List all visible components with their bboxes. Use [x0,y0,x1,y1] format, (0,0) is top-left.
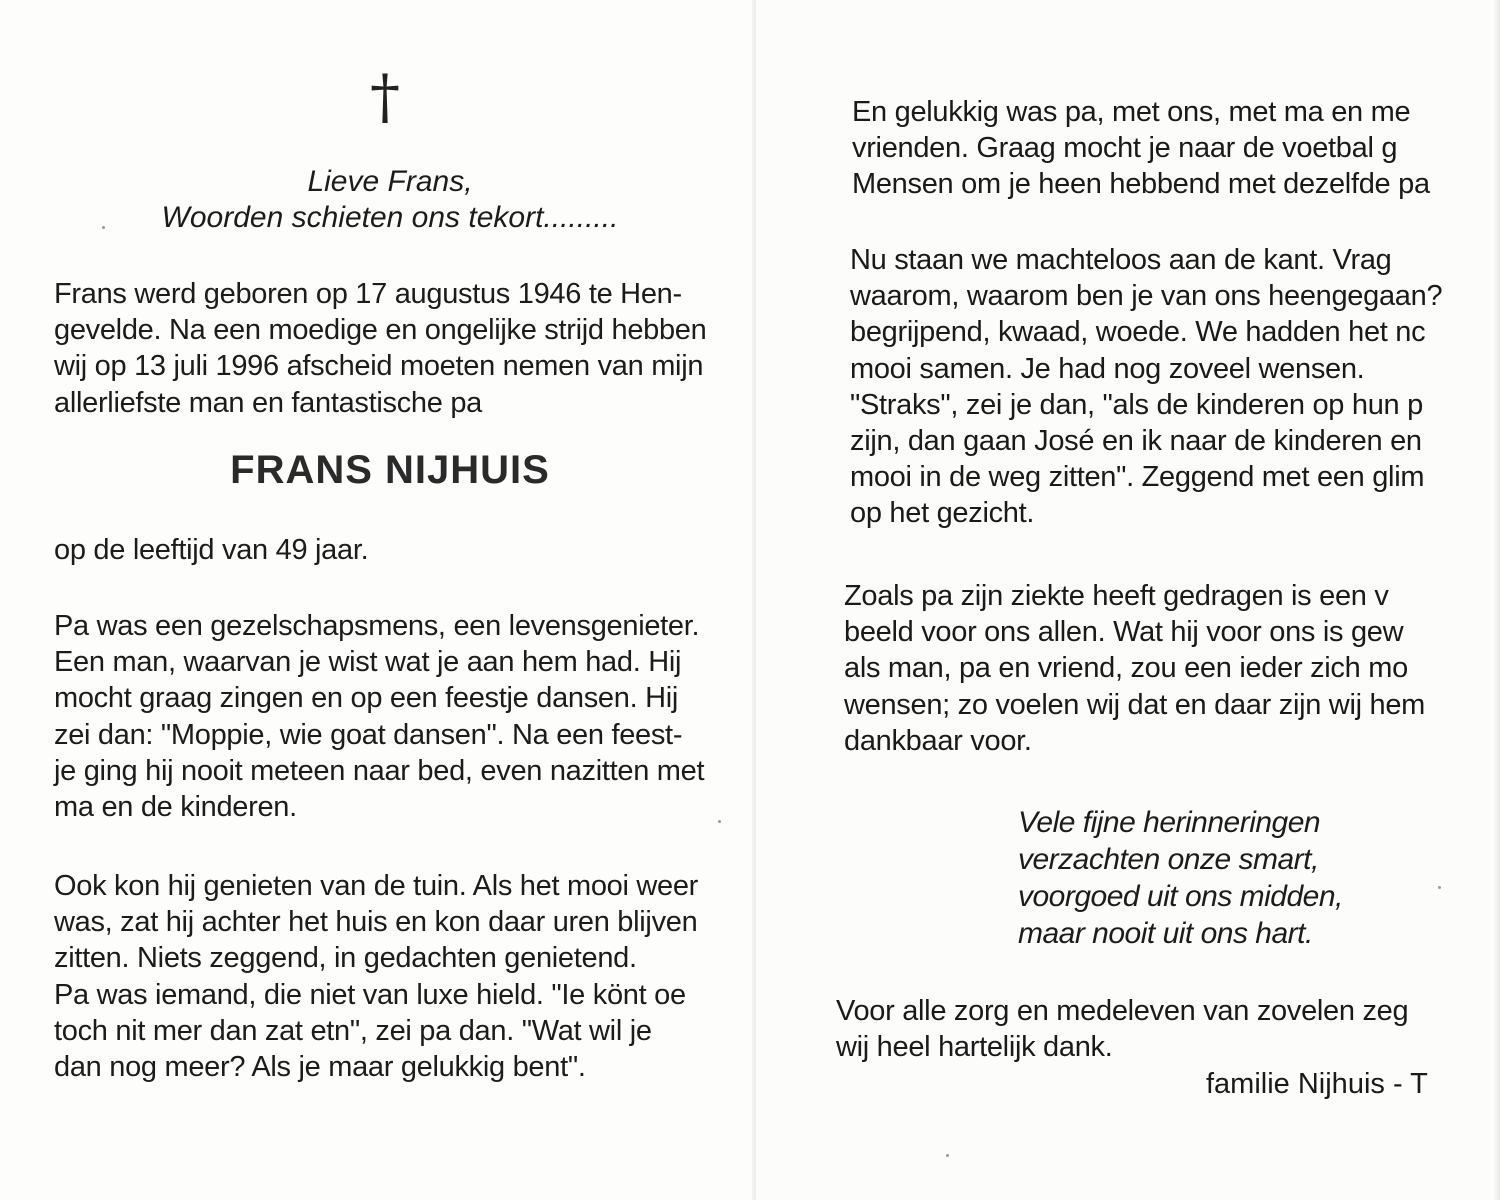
text-line: mooi in de weg zitten". Zeggend met een glim [850,461,1425,494]
scan-speck [102,226,105,229]
cross-icon: † [370,62,400,132]
scan-speck [946,1154,949,1157]
birth-death-paragraph [54,276,736,421]
text-line: mooi samen. Je had nog zoveel wensen. [850,352,1365,385]
text-line: zei dan: "Moppie, wie goat dansen". Na een feest- [54,718,683,751]
scan-speck [718,820,721,823]
poem-line: maar nooit uit ons hart. [1018,917,1313,950]
example-paragraph [844,578,1425,759]
loss-paragraph [850,242,1442,532]
text-line: als man, pa en vriend, zou een ieder zich mo [844,652,1408,685]
text-line: Frans werd geboren op 17 augustus 1946 te Hen- [54,278,682,310]
text-line: Voor alle zorg en medeleven van zovelen zeg [836,995,1409,1027]
scan-edge [1492,0,1500,1200]
text-line: mocht graag zingen en op een feestje dansen. Hij [54,682,679,715]
age-line [54,532,736,568]
text-line: wij heel hartelijk dank. [836,1031,1113,1064]
family-signature: familie Nijhuis - T [1206,1068,1428,1100]
deceased-name: FRANS NIJHUIS [230,448,550,492]
poem-line: Vele fijne herinneringen [1018,806,1321,839]
text-line: Mensen om je heen hebbend met dezelfde pa [852,168,1430,201]
scan-speck [1438,886,1441,889]
text-line: dan nog meer? Als je maar gelukkig bent". [54,1051,586,1084]
garden-paragraph [54,868,736,1085]
text-line: zitten. Niets zeggend, in gedachten genietend. [54,942,637,975]
personality-paragraph [54,608,736,825]
text-line: toch nit mer dan zat etn", zei pa dan. "Wat wil je [54,1014,652,1047]
text-line: Een man, waarvan je wist wat je aan hem had. Hij [54,646,682,679]
text-line: op de leeftijd van 49 jaar. [54,534,369,566]
memorial-poem [1018,804,1343,952]
text-line: wij op 13 juli 1996 afscheid moeten nemen van mijn [54,350,704,383]
happiness-paragraph [852,94,1430,203]
thanks-paragraph [836,993,1408,1065]
intro-line: Woorden schieten ons tekort......... [161,201,619,234]
text-line: waarom, waarom ben je van ons heengegaan? [850,280,1443,313]
text-line: "Straks", zei je dan, "als de kinderen op hun p [850,388,1423,421]
text-line: Nu staan we machteloos aan de kant. Vrag [850,244,1392,276]
text-line: je ging hij nooit meteen naar bed, even nazitten met [54,754,705,787]
text-line: ma en de kinderen. [54,791,297,824]
text-line: allerliefste man en fantastische pa [54,386,482,419]
text-line: Ook kon hij genieten van de tuin. Als het mooi weer [54,870,699,902]
text-line: Pa was een gezelschapsmens, een levensgenieter. [54,610,700,642]
text-line: En gelukkig was pa, met ons, met ma en me [852,96,1411,128]
text-line: zijn, dan gaan José en ik naar de kinderen en [850,425,1422,458]
text-line: Pa was iemand, die niet van luxe hield. "Ie könt oe [54,978,686,1011]
text-line: vrienden. Graag mocht je naar de voetbal g [852,132,1398,165]
intro-greeting [150,164,630,236]
text-line: beeld voor ons allen. Wat hij voor ons is gew [844,616,1404,649]
text-line: dankbaar voor. [844,724,1032,757]
intro-line: Lieve Frans, [307,165,473,198]
text-line: wensen; zo voelen wij dat en daar zijn wij hem [844,688,1426,721]
text-line: op het gezicht. [850,497,1035,530]
text-line: was, zat hij achter het huis en kon daar uren blijven [54,906,698,939]
text-line: Zoals pa zijn ziekte heeft gedragen is een v [844,580,1389,612]
text-line: gevelde. Na een moedige en ongelijke strijd hebben [54,314,707,347]
text-line: begrijpend, kwaad, woede. We hadden het nc [850,316,1426,349]
poem-line: verzachten onze smart, [1018,843,1319,876]
poem-line: voorgoed uit ons midden, [1018,880,1343,913]
